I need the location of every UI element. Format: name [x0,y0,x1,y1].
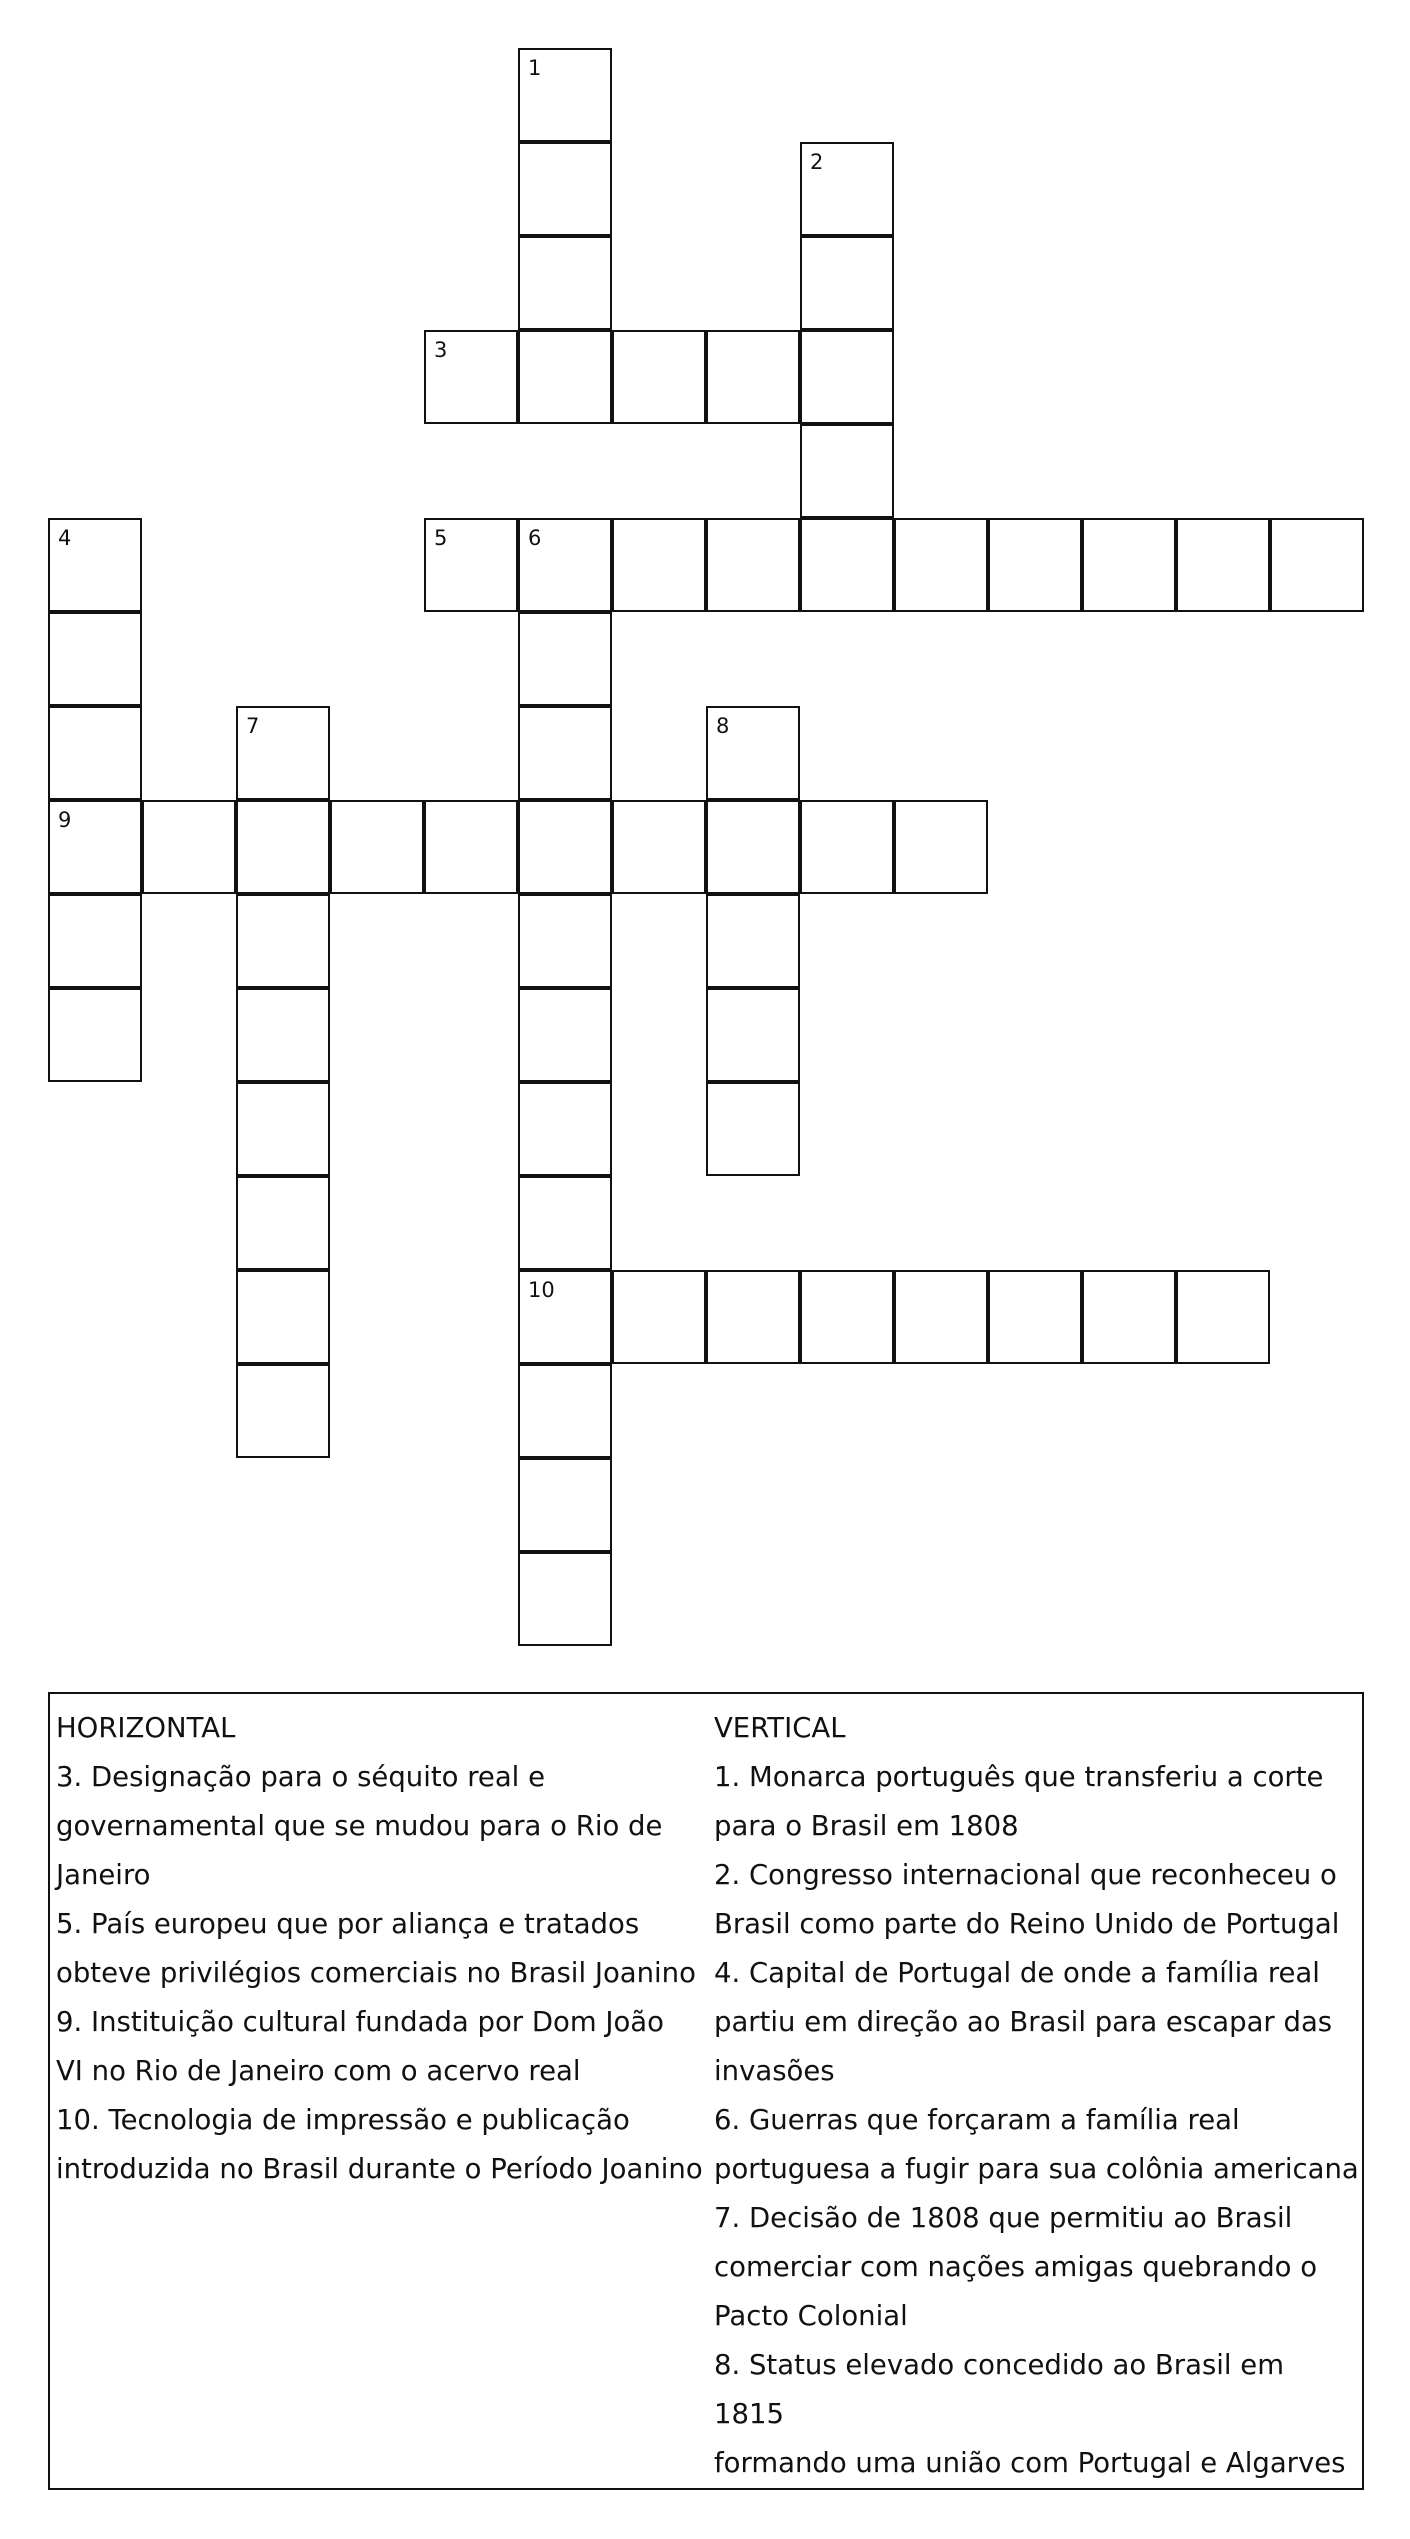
clue-line: para o Brasil em 1808 [714,1810,1019,1842]
clue-line: 1. Monarca português que transferiu a corte [714,1761,1324,1793]
grid-cell[interactable] [988,518,1082,612]
clue-line: Janeiro [56,1859,151,1891]
grid-cell[interactable] [48,706,142,800]
grid-cell[interactable] [518,518,612,612]
grid-cell[interactable] [612,518,706,612]
grid-cell[interactable] [236,1176,330,1270]
clue-line: 7. Decisão de 1808 que permitiu ao Brasil [714,2202,1293,2234]
horizontal-title: HORIZONTAL [56,1712,236,1744]
grid-cell[interactable] [236,706,330,800]
grid-cell[interactable] [236,1082,330,1176]
clue-number: 1 [528,56,542,80]
grid-cell[interactable] [518,612,612,706]
grid-cell[interactable] [706,988,800,1082]
grid-cell[interactable] [706,1082,800,1176]
clue-line: obteve privilégios comerciais no Brasil Joanino [56,1957,696,1989]
grid-cell[interactable] [1270,518,1364,612]
grid-cell[interactable] [706,706,800,800]
grid-cell[interactable] [706,330,800,424]
horizontal-clues [56,1704,706,2194]
grid-cell[interactable] [612,1270,706,1364]
grid-cell[interactable] [800,424,894,518]
grid-cell[interactable] [518,142,612,236]
grid-cell[interactable] [236,800,330,894]
clue-number: 2 [810,150,824,174]
clue-line: comerciar com nações amigas quebrando o [714,2251,1318,2283]
grid-cell[interactable] [424,800,518,894]
grid-cell[interactable] [424,330,518,424]
grid-cell[interactable] [518,1364,612,1458]
clue-line: 8. Status elevado concedido ao Brasil em 1815 [714,2349,1285,2430]
grid-cell[interactable] [518,1176,612,1270]
grid-cell[interactable] [518,1082,612,1176]
grid-cell[interactable] [894,1270,988,1364]
clue-number: 7 [246,714,260,738]
grid-cell[interactable] [48,612,142,706]
clue-number: 5 [434,526,448,550]
grid-cell[interactable] [1176,1270,1270,1364]
grid-cell[interactable] [706,894,800,988]
clue-line: 6. Guerras que forçaram a família real [714,2104,1240,2136]
clue-line: 10. Tecnologia de impressão e publicação [56,2104,630,2136]
grid-cell[interactable] [706,800,800,894]
grid-cell[interactable] [424,518,518,612]
grid-cell[interactable] [800,142,894,236]
grid-cell[interactable] [800,1270,894,1364]
grid-cell[interactable] [518,988,612,1082]
grid-cell[interactable] [800,236,894,330]
grid-cell[interactable] [800,330,894,424]
grid-cell[interactable] [894,800,988,894]
clue-line: introduzida no Brasil durante o Período Joanino [56,2153,703,2185]
clue-line: Brasil como parte do Reino Unido de Portugal [714,1908,1340,1940]
grid-cell[interactable] [1176,518,1270,612]
clue-line: portuguesa a fugir para sua colônia americana [714,2153,1359,2185]
clue-line: governamental que se mudou para o Rio de [56,1810,663,1842]
grid-cell[interactable] [48,988,142,1082]
clue-number: 8 [716,714,730,738]
clue-number: 10 [528,1278,555,1302]
grid-cell[interactable] [518,330,612,424]
grid-cell[interactable] [330,800,424,894]
clue-line: VI no Rio de Janeiro com o acervo real [56,2055,581,2087]
grid-cell[interactable] [236,1270,330,1364]
clue-number: 3 [434,338,448,362]
clues-box [48,1692,1364,2490]
grid-cell[interactable] [236,894,330,988]
clue-line: 4. Capital de Portugal de onde a família real [714,1957,1320,1989]
vertical-clues [714,1704,1360,2488]
grid-cell[interactable] [518,48,612,142]
clue-line: 5. País europeu que por aliança e tratados [56,1908,640,1940]
grid-cell[interactable] [1082,518,1176,612]
grid-cell[interactable] [518,1458,612,1552]
grid-cell[interactable] [800,800,894,894]
grid-cell[interactable] [236,988,330,1082]
grid-cell[interactable] [612,330,706,424]
grid-cell[interactable] [236,1364,330,1458]
grid-cell[interactable] [706,518,800,612]
clue-line: 9. Instituição cultural fundada por Dom João [56,2006,664,2038]
grid-cell[interactable] [894,518,988,612]
grid-cell[interactable] [48,894,142,988]
clue-line: 2. Congresso internacional que reconheceu o [714,1859,1337,1891]
grid-cell[interactable] [518,706,612,800]
grid-cell[interactable] [988,1270,1082,1364]
grid-cell[interactable] [518,236,612,330]
grid-cell[interactable] [518,894,612,988]
clue-line: invasões [714,2055,835,2087]
clue-number: 4 [58,526,72,550]
grid-cell[interactable] [800,518,894,612]
clue-line: partiu em direção ao Brasil para escapar das [714,2006,1333,2038]
grid-cell[interactable] [48,800,142,894]
clue-line: Pacto Colonial [714,2300,908,2332]
grid-cell[interactable] [142,800,236,894]
clue-number: 9 [58,808,72,832]
grid-cell[interactable] [518,800,612,894]
grid-cell[interactable] [706,1270,800,1364]
grid-cell[interactable] [518,1270,612,1364]
grid-cell[interactable] [1082,1270,1176,1364]
grid-cell[interactable] [48,518,142,612]
vertical-title: VERTICAL [714,1712,846,1744]
clue-line: formando uma união com Portugal e Algarves [714,2447,1346,2479]
clue-number: 6 [528,526,542,550]
grid-cell[interactable] [518,1552,612,1646]
grid-cell[interactable] [612,800,706,894]
clue-line: 3. Designação para o séquito real e [56,1761,545,1793]
